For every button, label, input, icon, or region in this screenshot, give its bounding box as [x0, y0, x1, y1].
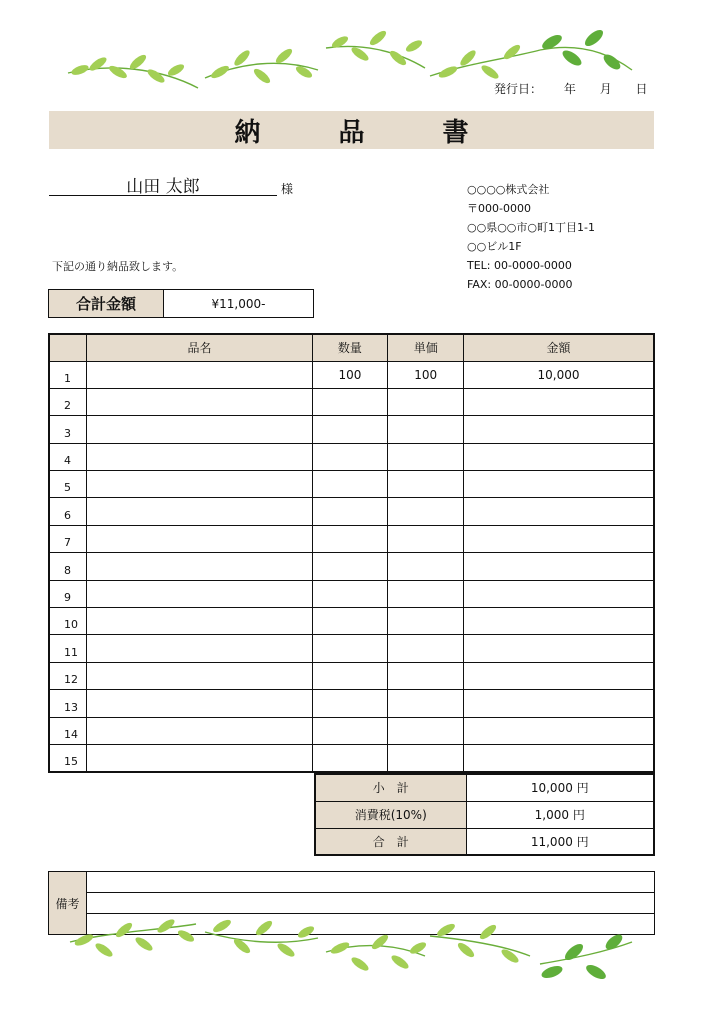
- total-amount-value: ¥11,000-: [211, 296, 266, 311]
- grand-total-value: 11,000 円: [466, 828, 654, 855]
- amount-cell: [464, 635, 654, 662]
- recipient-honorific: 様: [281, 182, 294, 196]
- amount-cell: [464, 498, 654, 525]
- company-fax: FAX: 00-0000-0000: [467, 278, 573, 291]
- amount-cell: [464, 525, 654, 552]
- row-number: 6: [49, 498, 87, 525]
- table-row: [49, 717, 654, 744]
- notes-label: 備考: [49, 872, 87, 935]
- item-name-cell: [87, 471, 312, 498]
- unit-price-cell: [388, 525, 464, 552]
- amount-cell: [464, 744, 654, 771]
- table-row: [49, 471, 654, 498]
- quantity-cell: [312, 471, 388, 498]
- summary-row: [315, 828, 654, 855]
- company-address2: ○○ビル1F: [467, 240, 522, 253]
- issue-month-label: 月: [599, 82, 612, 96]
- item-name-cell: [87, 744, 312, 771]
- row-number: 3: [49, 416, 87, 443]
- unit-price-cell: [388, 608, 464, 635]
- intro-text: 下記の通り納品致します。: [52, 260, 184, 273]
- item-name-cell: [87, 608, 312, 635]
- total-amount-box: [48, 289, 314, 318]
- table-row: [49, 690, 654, 717]
- company-address1: ○○県○○市○町1丁目1-1: [467, 221, 595, 234]
- header-no: [49, 334, 87, 361]
- item-name-cell: [87, 717, 312, 744]
- unit-price-cell: [388, 471, 464, 498]
- unit-price-cell: [388, 580, 464, 607]
- recipient-name: 山田 太郎: [49, 172, 277, 196]
- row-number: 11: [49, 635, 87, 662]
- header-unit-price: 単価: [388, 334, 464, 361]
- notes-line: [87, 893, 655, 914]
- amount-cell: [464, 471, 654, 498]
- amount-cell: [464, 608, 654, 635]
- item-name-cell: [87, 553, 312, 580]
- quantity-cell: [312, 662, 388, 689]
- quantity-cell: [312, 443, 388, 470]
- issue-date-label: 発行日：: [494, 82, 543, 96]
- header-item: 品名: [87, 334, 312, 361]
- amount-cell: [464, 553, 654, 580]
- row-number: 8: [49, 553, 87, 580]
- company-tel: TEL: 00-0000-0000: [467, 259, 572, 272]
- document-title: 納品書: [234, 117, 547, 148]
- table-row: [49, 361, 654, 388]
- table-row: [49, 662, 654, 689]
- item-name-cell: [87, 416, 312, 443]
- quantity-cell: [312, 635, 388, 662]
- item-name-cell: [87, 525, 312, 552]
- issue-date-line: [494, 80, 648, 97]
- header-amount: 金額: [464, 334, 654, 361]
- unit-price-cell: [388, 416, 464, 443]
- table-row: [49, 553, 654, 580]
- item-name-cell: [87, 498, 312, 525]
- table-row: [49, 580, 654, 607]
- quantity-cell: [312, 744, 388, 771]
- items-table: [48, 333, 655, 773]
- row-number: 14: [49, 717, 87, 744]
- amount-cell: [464, 662, 654, 689]
- quantity-cell: [312, 717, 388, 744]
- item-name-cell: [87, 635, 312, 662]
- company-postal: 〒000-0000: [467, 202, 531, 215]
- row-number: 2: [49, 388, 87, 415]
- row-number: 4: [49, 443, 87, 470]
- leaf-garland-bottom: [0, 912, 724, 994]
- table-row: [49, 388, 654, 415]
- notes-line: [87, 872, 655, 893]
- quantity-cell: [312, 608, 388, 635]
- company-name: ○○○○株式会社: [467, 183, 550, 196]
- table-row: [49, 525, 654, 552]
- summary-row: [315, 801, 654, 828]
- summary-table: [314, 773, 655, 856]
- tax-value: 1,000 円: [466, 801, 654, 828]
- table-row: [49, 608, 654, 635]
- table-row: [49, 635, 654, 662]
- row-number: 13: [49, 690, 87, 717]
- table-row: [49, 498, 654, 525]
- quantity-cell: [312, 525, 388, 552]
- issue-day-label: 日: [635, 82, 648, 96]
- subtotal-label: 小 計: [315, 774, 466, 801]
- unit-price-cell: [388, 635, 464, 662]
- amount-cell: [464, 580, 654, 607]
- item-name-cell: [87, 690, 312, 717]
- grand-total-label: 合 計: [315, 828, 466, 855]
- unit-price-cell: [388, 744, 464, 771]
- amount-cell: [464, 717, 654, 744]
- quantity-cell: [312, 416, 388, 443]
- header-qty: 数量: [312, 334, 388, 361]
- item-name-cell: [87, 580, 312, 607]
- issue-year-label: 年: [563, 82, 576, 96]
- row-number: 7: [49, 525, 87, 552]
- unit-price-cell: [388, 443, 464, 470]
- unit-price-cell: [388, 498, 464, 525]
- amount-cell: [464, 443, 654, 470]
- row-number: 12: [49, 662, 87, 689]
- table-row: [49, 416, 654, 443]
- row-number: 9: [49, 580, 87, 607]
- item-name-cell: [87, 388, 312, 415]
- unit-price-cell: [388, 553, 464, 580]
- quantity-cell: [312, 388, 388, 415]
- summary-row: [315, 774, 654, 801]
- quantity-cell: [312, 690, 388, 717]
- items-header-row: [49, 334, 654, 361]
- subtotal-value: 10,000 円: [466, 774, 654, 801]
- table-row: [49, 443, 654, 470]
- item-name-cell: [87, 361, 312, 388]
- amount-cell: [464, 416, 654, 443]
- total-amount-label: 合計金額: [49, 290, 164, 317]
- quantity-cell: [312, 553, 388, 580]
- unit-price-cell: [388, 388, 464, 415]
- unit-price-cell: 100: [388, 361, 464, 388]
- item-name-cell: [87, 662, 312, 689]
- tax-label: 消費税(10%): [315, 801, 466, 828]
- amount-cell: [464, 690, 654, 717]
- amount-cell: [464, 388, 654, 415]
- table-row: [49, 744, 654, 771]
- item-name-cell: [87, 443, 312, 470]
- unit-price-cell: [388, 690, 464, 717]
- quantity-cell: [312, 580, 388, 607]
- row-number: 1: [49, 361, 87, 388]
- company-info: [467, 180, 595, 294]
- amount-cell: 10,000: [464, 361, 654, 388]
- quantity-cell: [312, 498, 388, 525]
- row-number: 5: [49, 471, 87, 498]
- row-number: 15: [49, 744, 87, 771]
- quantity-cell: 100: [312, 361, 388, 388]
- unit-price-cell: [388, 717, 464, 744]
- unit-price-cell: [388, 662, 464, 689]
- row-number: 10: [49, 608, 87, 635]
- document-title-band: [49, 111, 654, 149]
